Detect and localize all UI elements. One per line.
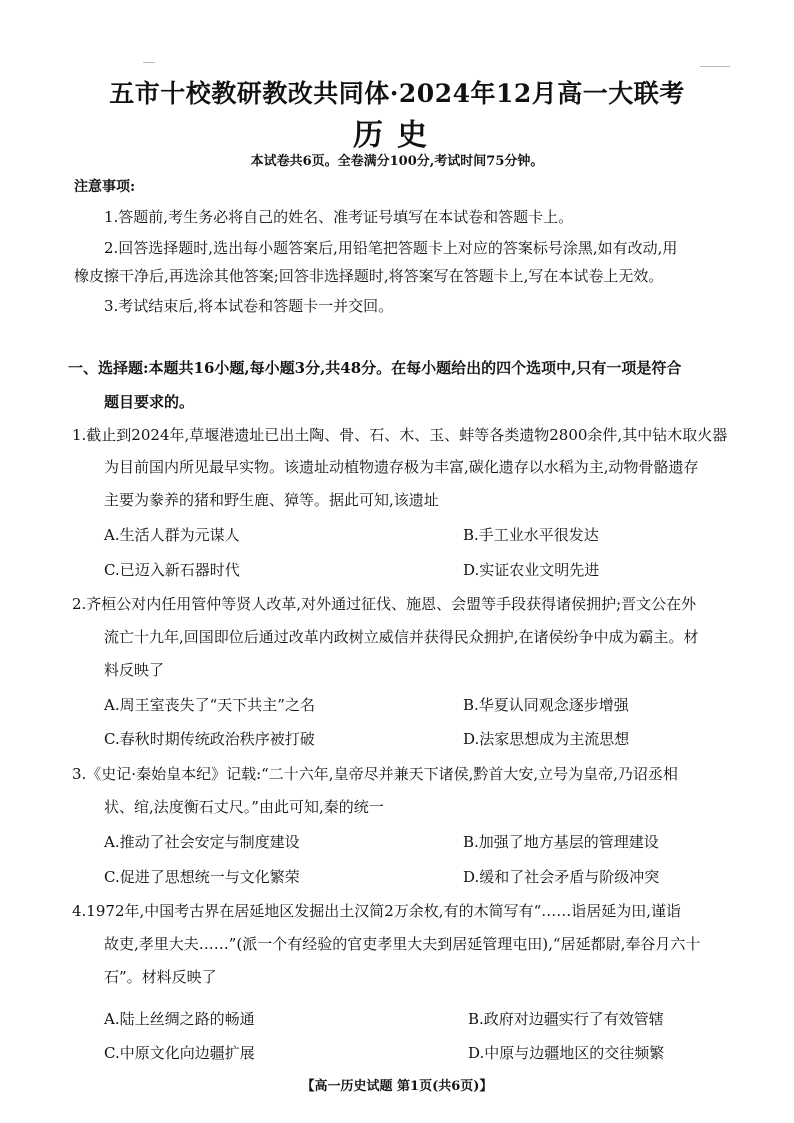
- question-3-line: 3.《史记·秦始皇本纪》记载:“二十六年,皇帝尽并兼天下诸侯,黔首大安,立号为皇帝,乃诏丞相: [72, 765, 678, 783]
- notice-item: 1.答题前,考生务必将自己的姓名、准考证号填写在本试卷和答题卡上。: [104, 208, 574, 226]
- notice-item: 2.回答选择题时,选出每小题答案后,用铅笔把答题卡上对应的答案标号涂黑,如有改动,用: [104, 239, 678, 257]
- subject-title: 历史: [353, 118, 441, 153]
- exam-title: 五市十校教研教改共同体·2024年12月高一大联考: [109, 79, 685, 108]
- question-2-option-b: B.华夏认同观念逐步增强: [463, 696, 629, 714]
- question-1-line: 为目前国内所见最早实物。该遗址动植物遗存极为丰富,碳化遗存以水稻为主,动物骨骼遗存: [104, 458, 699, 476]
- question-2-option-a: A.周王室丧失了“天下共主”之名: [104, 696, 315, 714]
- question-4-option-c: C.中原文化向边疆扩展: [104, 1044, 255, 1062]
- question-3-option-d: D.缓和了社会矛盾与阶级冲突: [463, 868, 660, 886]
- section-heading-cont: 题目要求的。: [104, 393, 195, 411]
- section-heading: 一、选择题:本题共16小题,每小题3分,共48分。在每小题给出的四个选项中,只有一项是符合: [68, 359, 682, 377]
- notice-heading: 注意事项:: [74, 179, 136, 195]
- notice-item: 橡皮擦干净后,再选涂其他答案;回答非选择题时,将答案写在答题卡上,写在本试卷上无效。: [74, 267, 664, 285]
- notice-item: 3.考试结束后,将本试卷和答题卡一并交回。: [104, 297, 394, 315]
- question-4-line: 4.1972年,中国考古界在居延地区发掘出土汉简2万余枚,有的木简写有“……诣居延为田,谨诣: [72, 902, 682, 920]
- question-2-line: 料反映了: [104, 661, 165, 679]
- question-4-option-b: B.政府对边疆实行了有效管辖: [468, 1010, 664, 1028]
- scan-mark: [143, 62, 155, 63]
- question-4-option-a: A.陆上丝绸之路的畅通: [104, 1010, 255, 1028]
- question-3-option-b: B.加强了地方基层的管理建设: [463, 833, 659, 851]
- scan-mark: [700, 66, 730, 67]
- question-1-line: 主要为豢养的猪和野生鹿、獐等。据此可知,该遗址: [104, 491, 439, 509]
- question-2-option-d: D.法家思想成为主流思想: [463, 730, 630, 748]
- question-2-line: 2.齐桓公对内任用管仲等贤人改革,对外通过征伐、施恩、会盟等手段获得诸侯拥护;晋文公在外: [72, 595, 697, 613]
- question-1-option-d: D.实证农业文明先进: [463, 561, 600, 579]
- page-footer: 【高一历史试题 第1页(共6页)】: [301, 1079, 493, 1094]
- question-3-option-c: C.促进了思想统一与文化繁荣: [104, 868, 300, 886]
- exam-info: 本试卷共6页。全卷满分100分,考试时间75分钟。: [250, 154, 544, 169]
- question-1-option-b: B.手工业水平很发达: [463, 526, 599, 544]
- question-2-option-c: C.春秋时期传统政治秩序被打破: [104, 730, 315, 748]
- question-4-option-d: D.中原与边疆地区的交往频繁: [468, 1044, 665, 1062]
- question-3-line: 状、绾,法度衡石丈尺。”由此可知,秦的统一: [104, 798, 384, 816]
- question-4-line: 石”。材料反映了: [104, 968, 217, 986]
- question-1-line: 1.截止到2024年,草堰港遗址已出土陶、骨、石、木、玉、蚌等各类遗物2800余件,其中钻木取火器: [72, 426, 728, 444]
- question-3-option-a: A.推动了社会安定与制度建设: [104, 833, 300, 851]
- question-1-option-c: C.已迈入新石器时代: [104, 561, 240, 579]
- question-2-line: 流亡十九年,回国即位后通过改革内政树立威信并获得民众拥护,在诸侯纷争中成为霸主。材: [104, 628, 699, 646]
- question-4-line: 故吏,孝里大夫……”(派一个有经验的官吏孝里大夫到居延管理屯田),“居延都尉,奉谷月六十: [104, 935, 701, 953]
- question-1-option-a: A.生活人群为元谋人: [104, 526, 240, 544]
